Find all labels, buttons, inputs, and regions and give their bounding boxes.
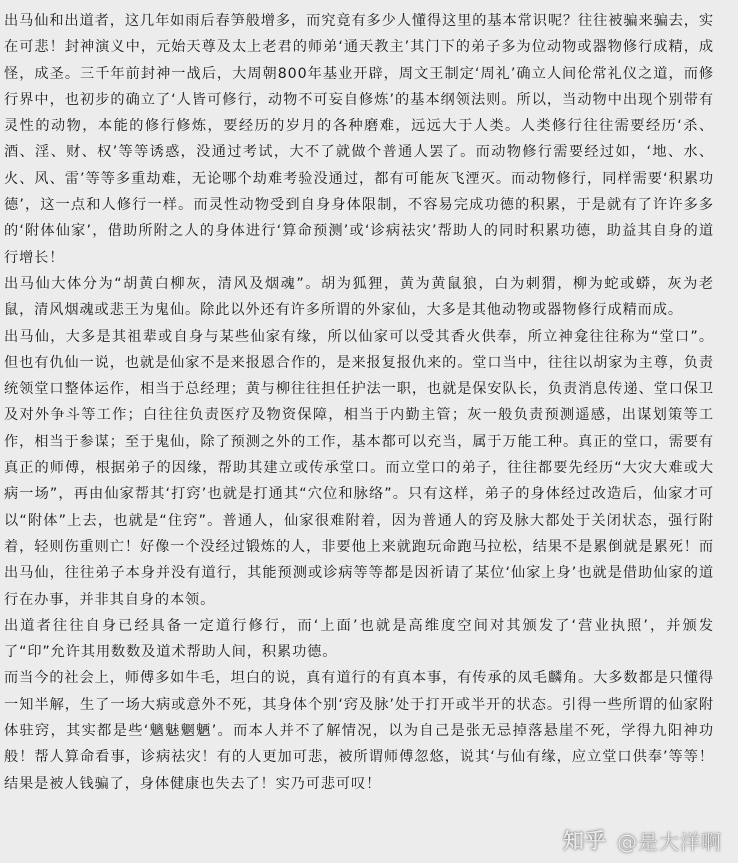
paragraph-tangkou: 出马仙，大多是其祖辈或自身与某些仙家有缘，所以仙家可以受其香火供奉，所立神龛往往称为“堂口”。但也有仇仙一说，也就是仙家不是来报恩合作的，是来报复报仇来的。堂口当中，往往以胡家为主尊，负责统领堂口整体运作，相当于总经理；黄与柳往往担任护法一职，也就是保安队长，负责消息传递、堂口保卫及对外争斗等工作；白往往负责医疗及物资保障，相当于内勤主管；灰一般负责预测遥感，出谋划策等工作，相当于参谋；至于鬼仙，除了预测之外的工作，基本都可以充当，属于万能工种。真正的堂口，需要有真正的师傅，根据弟子的因缘，帮助其建立或传承堂口。而立堂口的弟子，往往都要先经历“大灾大难或大病一场”，再由仙家帮其‘打窍’也就是打通其“穴位和脉络”。只有这样，弟子的身体经过改造后，仙家才可以“附体”上去，也就是“住窍”。普通人，仙家很难附着，因为普通人的窍及脉大都处于关闭状态，强行附着，轻则伤重则亡！好像一个没经过锻炼的人，非要他上来就跑玩命跑马拉松，结果不是累倒就是累死！而出马仙，往往弟子本身并没有道行，其能预测或诊病等等都是因祈请了某位‘仙家上身’也就是借助仙家的道行在办事，并非其自身的本领。 xyxy=(4,328,714,608)
paragraph-conclusion: 而当今的社会上，师傅多如牛毛，坦白的说，真有道行的有真本事，有传承的凤毛麟角。大多数都是只懂得一知半解，生了一场大病或意外不死，其身体个别‘窍及脉’处于打开或半开的状态。引得一些所谓的仙家附体驻窍，其实都是些‘魑魅魍魉’。而本人并不了解情况，以为自己是张无忌掉落悬崖不死，学得九阳神功般！帮人算命看事，诊病祛灾！有的人更加可悲，被所谓师傅忽悠，说其‘与仙有缘，应立堂口供奉’等等！结果是被人钱骗了，身体健康也失去了！实乃可悲可叹！ xyxy=(4,670,714,792)
paragraph-chudao: 出道者往往自身已经具备一定道行修行，而‘上面’也就是高维度空间对其颁发了‘营业执照’，并颁发了“印”允许其用数数及道术帮助人间，积累功德。 xyxy=(4,617,714,661)
zhihu-watermark xyxy=(563,825,722,855)
zhihu-logo: 知乎 xyxy=(563,829,607,853)
author-handle: @是大洋啊 xyxy=(617,829,722,854)
paragraph-categories: 出马仙大体分为“胡黄白柳灰，清风及烟魂”。胡为狐狸，黄为黄鼠狼，白为刺猬，柳为蛇或蟒，灰为老鼠，清风烟魂或悲王为鬼仙。除此以外还有许多所谓的外家仙，大多是其他动物或器物修行成精而成。 xyxy=(4,275,714,319)
paragraph-intro: 出马仙和出道者，这几年如雨后春笋般增多，而究竟有多少人懂得这里的基本常识呢？往往被骗来骗去，实在可悲！封神演义中，元始天尊及太上老君的师弟‘通天教主’其门下的弟子多为位动物或器物修行成精，成怪，成圣。三千年前封神一战后，大周朝800年基业开辟，周文王制定‘周礼’确立人间伦常礼仪之道，而修行界中，也初步的确立了‘人皆可修行，动物不可妄自修炼’的基本纲领法则。所以，当动物中出现个别带有灵性的动物，本能的修行修炼，要经历的岁月的各种磨难，远远大于人类。人类修行往往需要经历‘杀、酒、淫、财、权’等等诱惑，没通过考试，大不了就做个普通人罢了。而动物修行需要经过如，‘地、水、火、风、雷’等等多重劫难，无论哪个劫难考验没通过，都有可能灰飞湮灭。而动物修行，同样需要‘积累功德’，这一点和人修行一样。而灵性动物受到自身身体限制，不容易完成功德的积累，于是就有了许许多多的‘附体仙家’，借助所附之人的身体进行‘算命预测’或‘诊病祛灾’帮助人的同时积累功德，助益其自身的道行增长！ xyxy=(4,13,714,266)
